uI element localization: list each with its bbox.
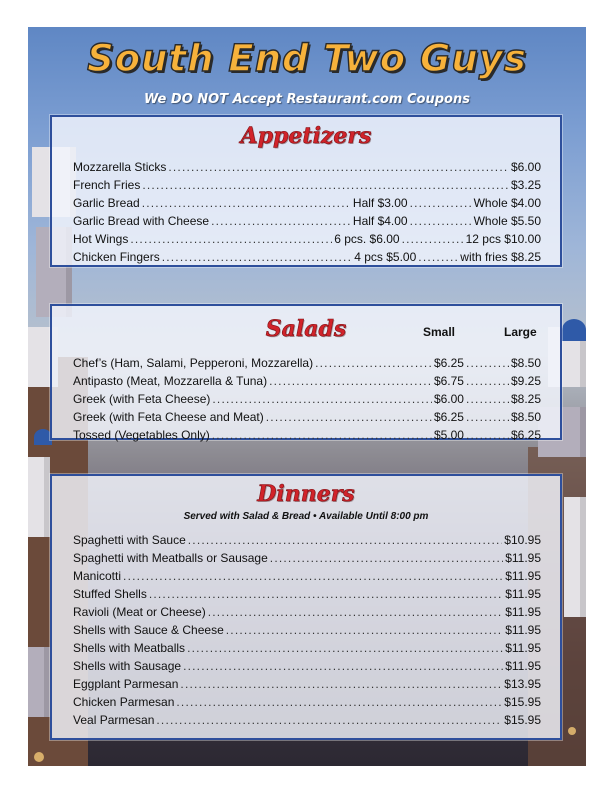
salads-panel xyxy=(50,304,562,440)
menu-item xyxy=(73,410,541,428)
appetizers-panel xyxy=(50,115,562,267)
appetizers-title: Appetizers xyxy=(240,123,372,149)
leader-dots xyxy=(466,356,509,370)
item-small-price: $6.25 xyxy=(433,410,464,424)
leader-dots xyxy=(180,677,502,691)
item-price: $6.00 xyxy=(510,160,541,174)
item-large-price: $8.50 xyxy=(510,410,541,424)
leader-dots xyxy=(142,178,509,192)
menu-item xyxy=(73,587,541,605)
menu-item xyxy=(73,374,541,392)
restaurant-title: South End Two Guys xyxy=(87,37,527,80)
item-name: Spaghetti with Sauce xyxy=(73,533,186,547)
menu-item xyxy=(73,695,541,713)
coupon-notice: We DO NOT Accept Restaurant.com Coupons xyxy=(144,92,470,107)
item-price: $11.95 xyxy=(505,623,541,637)
menu-item xyxy=(73,392,541,410)
salads-list xyxy=(73,356,541,446)
small-column-header: Small xyxy=(423,325,456,339)
leader-dots xyxy=(183,659,503,673)
item-name: Stuffed Shells xyxy=(73,587,147,601)
leader-dots xyxy=(269,374,432,388)
item-price: $11.95 xyxy=(505,641,541,655)
item-name: Shells with Meatballs xyxy=(73,641,186,655)
item-small-price: $5.00 xyxy=(433,428,464,442)
leader-dots xyxy=(187,641,503,655)
menu-item xyxy=(73,551,541,569)
leader-dots xyxy=(212,392,432,406)
item-price: $11.95 xyxy=(505,605,541,619)
item-name: Garlic Bread with Cheese xyxy=(73,214,210,228)
item-name: Spaghetti with Meatballs or Sausage xyxy=(73,551,268,565)
item-large-price: $8.50 xyxy=(510,356,541,370)
item-price: $13.95 xyxy=(504,677,541,691)
background-light xyxy=(34,752,44,762)
background-house xyxy=(28,647,50,717)
background-house xyxy=(28,457,50,537)
item-name: Antipasto (Meat, Mozzarella & Tuna) xyxy=(73,374,268,388)
item-large-price: $8.25 xyxy=(510,392,541,406)
menu-item xyxy=(73,641,541,659)
menu-item xyxy=(73,214,541,232)
item-price: $3.25 xyxy=(510,178,541,192)
dinners-panel xyxy=(50,474,562,740)
item-small-price: $6.75 xyxy=(433,374,464,388)
menu-item xyxy=(73,713,541,731)
dinners-list xyxy=(73,533,541,731)
menu-item xyxy=(73,605,541,623)
item-large-price: $9.25 xyxy=(510,374,541,388)
item-name: Greek (with Feta Cheese) xyxy=(73,392,211,406)
item-name: Hot Wings xyxy=(73,232,129,246)
leader-dots xyxy=(410,196,472,210)
background-light xyxy=(568,727,576,735)
leader-dots xyxy=(466,392,509,406)
item-price: $15.95 xyxy=(504,695,541,709)
item-half-price: 4 pcs $5.00 xyxy=(354,250,417,264)
item-name: Greek (with Feta Cheese and Meat) xyxy=(73,410,264,424)
item-name: Chef’s (Ham, Salami, Pepperoni, Mozzarella) xyxy=(73,356,314,370)
item-half-price: Half $4.00 xyxy=(352,214,408,228)
leader-dots xyxy=(466,410,509,424)
leader-dots xyxy=(212,428,432,442)
leader-dots xyxy=(162,250,353,264)
menu-item xyxy=(73,569,541,587)
item-price: $11.95 xyxy=(505,587,541,601)
item-small-price: $6.00 xyxy=(433,392,464,406)
menu-item xyxy=(73,160,541,178)
leader-dots xyxy=(315,356,432,370)
menu-item xyxy=(73,196,541,214)
leader-dots xyxy=(168,160,509,174)
leader-dots xyxy=(123,569,503,583)
item-large-price: $6.25 xyxy=(510,428,541,442)
leader-dots xyxy=(176,695,502,709)
item-name: French Fries xyxy=(73,178,141,192)
leader-dots xyxy=(466,428,509,442)
leader-dots xyxy=(266,410,432,424)
item-name: Mozzarella Sticks xyxy=(73,160,167,174)
background-dome xyxy=(562,319,586,341)
leader-dots xyxy=(410,214,472,228)
menu-item xyxy=(73,677,541,695)
menu-item xyxy=(73,232,541,250)
menu-item xyxy=(73,623,541,641)
menu-item xyxy=(73,250,541,268)
item-name: Veal Parmesan xyxy=(73,713,155,727)
large-column-header: Large xyxy=(504,325,537,339)
item-name: Ravioli (Meat or Cheese) xyxy=(73,605,206,619)
leader-dots xyxy=(418,250,458,264)
item-price: $11.95 xyxy=(505,569,541,583)
item-name: Eggplant Parmesan xyxy=(73,677,179,691)
item-whole-price: 12 pcs $10.00 xyxy=(465,232,541,246)
item-small-price: $6.25 xyxy=(433,356,464,370)
item-price: $10.95 xyxy=(504,533,541,547)
leader-dots xyxy=(156,713,502,727)
item-name: Tossed (Vegetables Only) xyxy=(73,428,210,442)
item-name: Manicotti xyxy=(73,569,122,583)
leader-dots xyxy=(149,587,503,601)
appetizers-list xyxy=(73,160,541,268)
salads-title: Salads xyxy=(265,316,347,342)
leader-dots xyxy=(142,196,351,210)
leader-dots xyxy=(466,374,509,388)
dinners-note: Served with Salad & Bread • Available Until 8:00 pm xyxy=(183,511,429,522)
item-half-price: 6 pcs. $6.00 xyxy=(334,232,400,246)
item-whole-price: with fries $8.25 xyxy=(460,250,541,264)
background-house xyxy=(564,497,586,617)
menu-item xyxy=(73,356,541,374)
menu-page xyxy=(28,27,586,766)
leader-dots xyxy=(208,605,503,619)
item-name: Shells with Sausage xyxy=(73,659,182,673)
dinners-title: Dinners xyxy=(257,481,355,507)
menu-item xyxy=(73,178,541,196)
item-price: $11.95 xyxy=(505,659,541,673)
item-whole-price: Whole $4.00 xyxy=(473,196,541,210)
leader-dots xyxy=(188,533,503,547)
menu-item xyxy=(73,533,541,551)
item-name: Garlic Bread xyxy=(73,196,140,210)
item-name: Chicken Fingers xyxy=(73,250,160,264)
item-half-price: Half $3.00 xyxy=(352,196,408,210)
item-name: Chicken Parmesan xyxy=(73,695,175,709)
leader-dots xyxy=(211,214,351,228)
leader-dots xyxy=(270,551,503,565)
item-name: Shells with Sauce & Cheese xyxy=(73,623,224,637)
leader-dots xyxy=(226,623,503,637)
item-price: $15.95 xyxy=(504,713,541,727)
menu-item xyxy=(73,659,541,677)
menu-item xyxy=(73,428,541,446)
item-price: $11.95 xyxy=(505,551,541,565)
item-whole-price: Whole $5.50 xyxy=(473,214,541,228)
leader-dots xyxy=(402,232,464,246)
leader-dots xyxy=(130,232,332,246)
